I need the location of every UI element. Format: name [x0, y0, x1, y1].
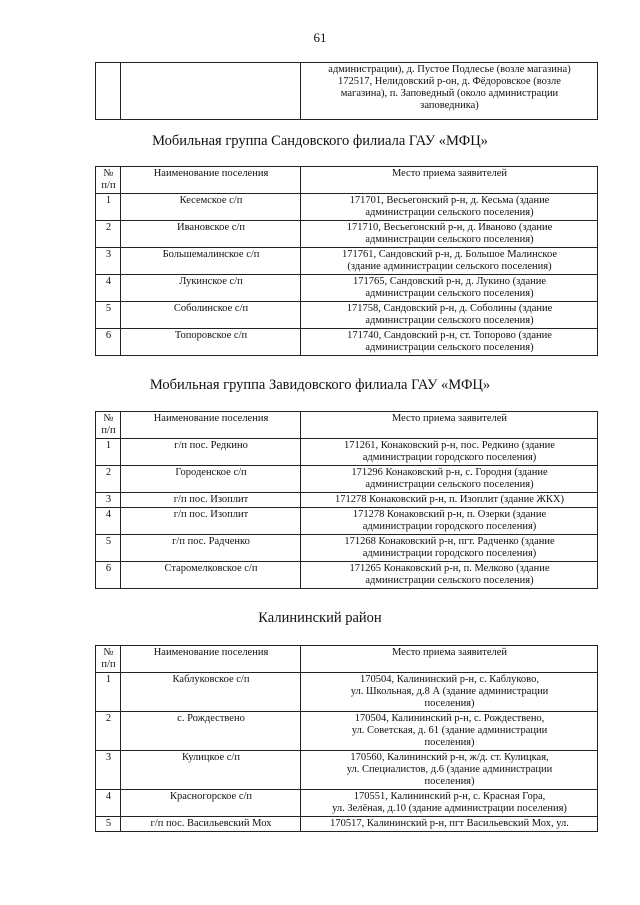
- table-row: [96, 751, 598, 790]
- cell-place: 171758, Сандовский р-н, д. Соболины (здание администрации сельского поселения): [301, 302, 598, 329]
- cell-place: 170551, Калининский р-н, с. Красная Гора, ул. Зелёная, д.10 (здание администрации поселения): [301, 790, 598, 817]
- cell-name: Кесемское с/п: [121, 194, 301, 221]
- cell-num: 5: [96, 817, 121, 832]
- header-place: Место приема заявителей: [301, 646, 598, 673]
- table-row: [96, 275, 598, 302]
- cell-name: Лукинское с/п: [121, 275, 301, 302]
- table-row: [96, 439, 598, 466]
- header-num: № п/п: [96, 412, 121, 439]
- cell-num: 2: [96, 466, 121, 493]
- cell-num: 3: [96, 248, 121, 275]
- header-name: Наименование поселения: [121, 646, 301, 673]
- header-place: Место приема заявителей: [301, 412, 598, 439]
- cell-place: 171278 Конаковский р-н, п. Озерки (здание администрации городского поселения): [301, 508, 598, 535]
- table-row: [96, 221, 598, 248]
- cell-name: [121, 63, 301, 120]
- page-number: 61: [313, 30, 327, 45]
- cell-place: 171740, Сандовский р-н, ст. Топорово (здание администрации сельского поселения): [301, 329, 598, 356]
- cell-name: Старомелковское с/п: [121, 562, 301, 589]
- cell-place: 170504, Калининский р-н, с. Каблуково, ул. Школьная, д.8 А (здание администрации поселения): [301, 673, 598, 712]
- cell-num: 3: [96, 493, 121, 508]
- cell-name: Каблуковское с/п: [121, 673, 301, 712]
- table-row: [96, 493, 598, 508]
- cell-name: Ивановское с/п: [121, 221, 301, 248]
- cell-place: 171296 Конаковский р-н, с. Городня (здание администрации сельского поселения): [301, 466, 598, 493]
- cell-num: 6: [96, 329, 121, 356]
- cell-place: 171701, Весьегонский р-н, д. Кесьма (здание администрации сельского поселения): [301, 194, 598, 221]
- cell-num: 5: [96, 535, 121, 562]
- table-row: [96, 673, 598, 712]
- cell-num: 6: [96, 562, 121, 589]
- cell-name: Соболинское с/п: [121, 302, 301, 329]
- table-row: [96, 329, 598, 356]
- kalinin-table: [95, 645, 598, 832]
- zavidovo-table: [95, 411, 598, 589]
- cell-place: 170517, Калининский р-н, пгт Васильевский Мох, ул.: [301, 817, 598, 832]
- cell-place: 171710, Весьегонский р-н, д. Иваново (здание администрации сельского поселения): [301, 221, 598, 248]
- cell-num: 2: [96, 221, 121, 248]
- cell-name: с. Рождествено: [121, 712, 301, 751]
- cell-place: 171761, Сандовский р-н, д. Большое Малинское (здание администрации сельского поселения): [301, 248, 598, 275]
- cell-place: 171261, Конаковский р-н, пос. Редкино (здание администрации городского поселения): [301, 439, 598, 466]
- cell-name: Топоровское с/п: [121, 329, 301, 356]
- cell-num: 3: [96, 751, 121, 790]
- header-num: № п/п: [96, 167, 121, 194]
- table-row: [96, 712, 598, 751]
- cell-name: Большемалинское с/п: [121, 248, 301, 275]
- cell-num: 4: [96, 275, 121, 302]
- header-place: Место приема заявителей: [301, 167, 598, 194]
- cell-place: 170504, Калининский р-н, с. Рождествено, ул. Советская, д. 61 (здание администрации поселения): [301, 712, 598, 751]
- header-name: Наименование поселения: [121, 412, 301, 439]
- table-row: [96, 248, 598, 275]
- table-row: [96, 63, 598, 120]
- header-name: Наименование поселения: [121, 167, 301, 194]
- cell-name: Городенское с/п: [121, 466, 301, 493]
- table-row: [96, 302, 598, 329]
- cell-num: 4: [96, 790, 121, 817]
- table-row: [96, 535, 598, 562]
- cell-place: 171765, Сандовский р-н, д. Лукино (здание администрации сельского поселения): [301, 275, 598, 302]
- section-title-kalinin: Калининский район: [258, 610, 382, 626]
- header-num: № п/п: [96, 646, 121, 673]
- table-row: [96, 790, 598, 817]
- cell-place: 170560, Калининский р-н, ж/д. ст. Кулицкая, ул. Специалистов, д.6 (здание администрации поселения): [301, 751, 598, 790]
- cell-num: 1: [96, 673, 121, 712]
- cell-name: Кулицкое с/п: [121, 751, 301, 790]
- table-row: [96, 817, 598, 832]
- cell-name: г/п пос. Радченко: [121, 535, 301, 562]
- cell-place: 171278 Конаковский р-н, п. Изоплит (здание ЖКХ): [301, 493, 598, 508]
- table-header-row: [96, 167, 598, 194]
- cell-num: 1: [96, 194, 121, 221]
- table-header-row: [96, 412, 598, 439]
- table-row: [96, 466, 598, 493]
- cell-num: [96, 63, 121, 120]
- cell-num: 2: [96, 712, 121, 751]
- cell-num: 4: [96, 508, 121, 535]
- cell-place: 171268 Конаковский р-н, пгт. Радченко (здание администрации городского поселения): [301, 535, 598, 562]
- cell-place: 171265 Конаковский р-н, п. Мелково (здание администрации сельского поселения): [301, 562, 598, 589]
- section-title-sandovo: Мобильная группа Сандовского филиала ГАУ «МФЦ»: [152, 133, 488, 149]
- cell-num: 1: [96, 439, 121, 466]
- section-title-zavidovo: Мобильная группа Завидовского филиала ГАУ «МФЦ»: [149, 377, 491, 393]
- cell-name: г/п пос. Васильевский Мох: [121, 817, 301, 832]
- table-row: [96, 508, 598, 535]
- continuation-table: [95, 62, 598, 120]
- table-row: [96, 562, 598, 589]
- cell-name: г/п пос. Изоплит: [121, 508, 301, 535]
- cell-num: 5: [96, 302, 121, 329]
- cell-name: г/п пос. Изоплит: [121, 493, 301, 508]
- table-header-row: [96, 646, 598, 673]
- cell-place: администрации), д. Пустое Подлесье (возле магазина) 172517, Нелидовский р-он, д. Фёдоровское (возле магазина), п. Заповедный (около администрации заповедника): [301, 63, 598, 120]
- cell-name: г/п пос. Редкино: [121, 439, 301, 466]
- table-row: [96, 194, 598, 221]
- sandovo-table: [95, 166, 598, 356]
- cell-name: Красногорское с/п: [121, 790, 301, 817]
